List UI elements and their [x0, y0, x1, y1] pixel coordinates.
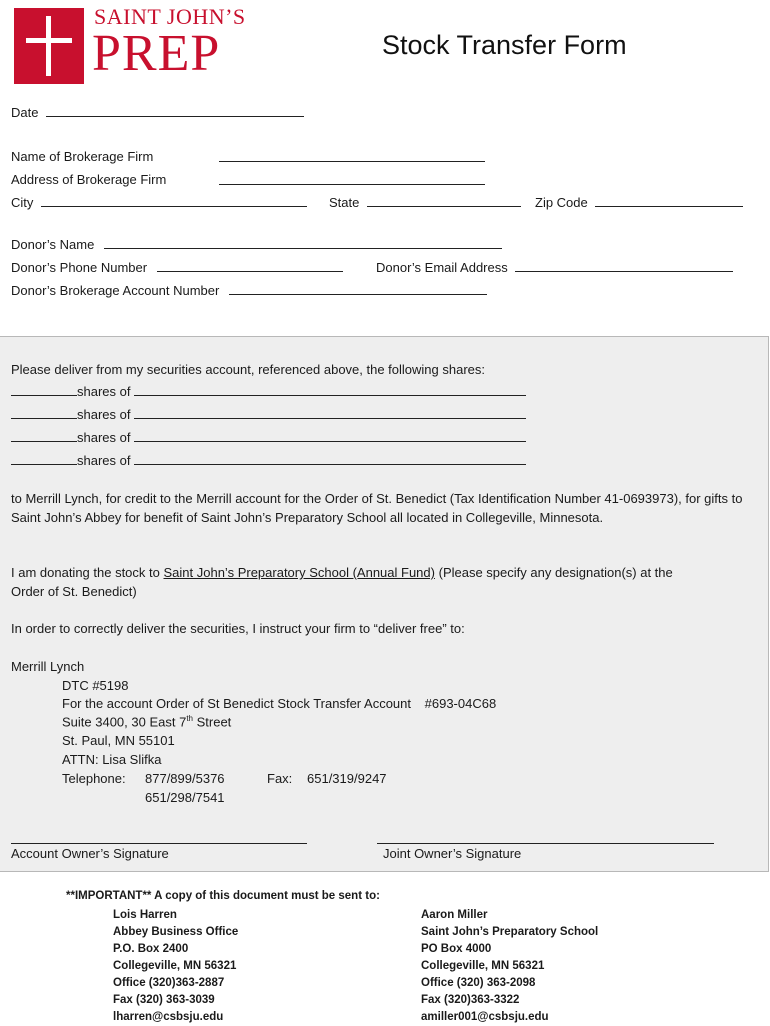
dtc-number: DTC #5198	[62, 678, 129, 693]
donor-email-row	[376, 259, 733, 275]
contact-left-line: Fax (320) 363-3039	[113, 994, 215, 1006]
date-label: Date	[11, 105, 39, 120]
contact-right-line: PO Box 4000	[421, 943, 492, 955]
contact-right-line: Aaron Miller	[421, 909, 488, 921]
contact-right-line: Collegeville, MN 56321	[421, 960, 545, 972]
contact-left-line: Office (320)363-2887	[113, 977, 225, 989]
owner-signature-field[interactable]	[11, 831, 307, 844]
brokerage-address-field[interactable]	[219, 172, 485, 185]
share-quantity-field[interactable]	[11, 383, 77, 396]
share-line-2	[11, 406, 526, 422]
intro-text: Please deliver from my securities account, referenced above, the following shares:	[11, 362, 486, 377]
shares-of-label: shares of	[77, 453, 131, 468]
account-number: #693-04C68	[424, 696, 497, 711]
suite-street: Street	[196, 714, 232, 730]
contact-right-line: Fax (320)363-3322	[421, 994, 520, 1006]
joint-signature-field[interactable]	[377, 831, 714, 844]
share-line-3	[11, 429, 526, 445]
share-quantity-field[interactable]	[11, 452, 77, 465]
donating-line-1	[11, 565, 673, 580]
brokerage-name-label: Name of Brokerage Firm	[11, 149, 154, 164]
share-quantity-field[interactable]	[11, 406, 77, 419]
donor-account-field[interactable]	[229, 282, 487, 295]
donating-recipient: Saint John’s Preparatory School (Annual Fund)	[163, 565, 435, 580]
zip-field[interactable]	[595, 194, 743, 207]
city-line: St. Paul, MN 55101	[62, 733, 175, 748]
share-quantity-field[interactable]	[11, 429, 77, 442]
merrill-lynch-label: Merrill Lynch	[11, 659, 85, 674]
joint-signature-label: Joint Owner’s Signature	[383, 846, 522, 861]
contact-left-line: Abbey Business Office	[113, 926, 239, 938]
city-field[interactable]	[41, 194, 307, 207]
donor-name-row	[11, 236, 502, 252]
fax-label: Fax:	[267, 771, 293, 786]
donor-email-field[interactable]	[515, 259, 733, 272]
zip-label: Zip Code	[535, 195, 588, 210]
telephone-1: 877/899/5376	[145, 771, 225, 786]
account-line	[62, 696, 496, 711]
city-row	[11, 194, 307, 210]
date-row	[11, 104, 304, 120]
suite-address: Suite 3400, 30 East 7	[62, 714, 187, 730]
contact-right-line: Saint John’s Preparatory School	[421, 926, 599, 938]
zip-row	[535, 194, 743, 210]
state-field[interactable]	[367, 194, 521, 207]
brokerage-address-label: Address of Brokerage Firm	[11, 172, 167, 187]
telephone-2: 651/298/7541	[145, 790, 225, 805]
state-label: State	[329, 195, 360, 210]
attn-line: ATTN: Lisa Slifka	[62, 752, 162, 767]
contact-right-line: Office (320) 363-2098	[421, 977, 536, 989]
donor-phone-label: Donor’s Phone Number	[11, 260, 148, 275]
share-line-1	[11, 383, 526, 399]
date-field[interactable]	[46, 104, 304, 117]
donor-phone-field[interactable]	[157, 259, 343, 272]
shares-of-label: shares of	[77, 384, 131, 399]
security-name-field[interactable]	[134, 406, 526, 419]
credit-text: to Merrill Lynch, for credit to the Merrill account for the Order of St. Benedict (Tax Identification Number 41-0693973), for gifts to Saint John’s Abbey for benefit of Saint John’s Preparatory School all located in Collegeville, Minnesota.	[11, 491, 743, 525]
shares-of-label: shares of	[77, 407, 131, 422]
contact-left	[113, 907, 238, 1026]
cross-shield-icon	[14, 8, 84, 84]
owner-signature-label: Account Owner’s Signature	[11, 846, 169, 861]
logo-text-top: SAINT JOHN’S	[94, 4, 246, 29]
donor-account-label: Donor’s Brokerage Account Number	[11, 283, 220, 298]
brokerage-name-field[interactable]	[219, 149, 485, 162]
donating-suffix: (Please specify any designation(s) at the	[438, 565, 673, 580]
school-logo	[14, 4, 274, 86]
suite-line	[62, 714, 231, 729]
donor-name-field[interactable]	[104, 236, 502, 249]
deliver-free-text: In order to correctly deliver the securities, I instruct your firm to “deliver free” to:	[11, 621, 465, 636]
donor-account-row	[11, 282, 487, 298]
fax-number: 651/319/9247	[307, 771, 387, 786]
state-row	[329, 194, 521, 210]
important-heading: **IMPORTANT** A copy of this document must be sent to:	[66, 890, 380, 902]
donor-email-label: Donor’s Email Address	[376, 260, 508, 275]
security-name-field[interactable]	[134, 383, 526, 396]
logo-text-bottom: PREP	[92, 25, 221, 82]
contact-left-line: P.O. Box 2400	[113, 943, 189, 955]
city-label: City	[11, 195, 34, 210]
security-name-field[interactable]	[134, 452, 526, 465]
contact-right-email: amiller001@csbsju.edu	[421, 1011, 549, 1023]
share-line-4	[11, 452, 526, 468]
account-name: For the account Order of St Benedict Stock Transfer Account	[62, 696, 412, 711]
donating-line-2: Order of St. Benedict)	[11, 584, 137, 599]
suite-superscript: th	[186, 714, 193, 723]
donating-prefix: I am donating the stock to	[11, 565, 160, 580]
contact-left-line: Lois Harren	[113, 909, 177, 921]
shares-of-label: shares of	[77, 430, 131, 445]
form-title: Stock Transfer Form	[382, 30, 627, 60]
telephone-label: Telephone:	[62, 771, 126, 786]
contact-left-line: Collegeville, MN 56321	[113, 960, 237, 972]
donor-name-label: Donor’s Name	[11, 237, 95, 252]
contact-right	[421, 907, 598, 1026]
donor-phone-row	[11, 259, 343, 275]
contact-left-email: lharren@csbsju.edu	[113, 1011, 224, 1023]
security-name-field[interactable]	[134, 429, 526, 442]
